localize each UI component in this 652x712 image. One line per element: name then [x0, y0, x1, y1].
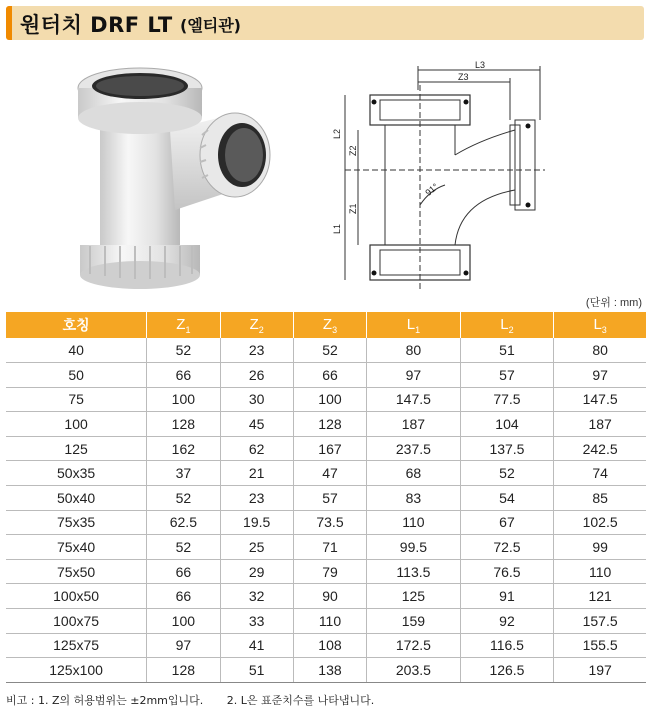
table-cell: 52 — [460, 461, 554, 486]
table-cell: 242.5 — [554, 436, 646, 461]
table-row — [6, 633, 646, 658]
table-cell: 52 — [147, 338, 220, 363]
table-cell: 128 — [147, 412, 220, 437]
table-cell: 126.5 — [460, 658, 554, 683]
label-Z1: Z1 — [348, 203, 358, 214]
table-cell: 85 — [554, 486, 646, 511]
table-cell: 121 — [554, 584, 646, 609]
table-cell: 102.5 — [554, 510, 646, 535]
table-row — [6, 363, 646, 388]
table-cell: 79 — [293, 559, 366, 584]
table-cell: 71 — [293, 535, 366, 560]
table-cell: 147.5 — [367, 387, 461, 412]
unit-label: (단위 : mm) — [585, 297, 642, 309]
table-cell: 52 — [147, 535, 220, 560]
table-cell: 37 — [147, 461, 220, 486]
column-header-text: L — [593, 315, 602, 333]
column-header — [147, 312, 220, 338]
column-header-subscript: 2 — [508, 324, 514, 335]
table-cell: 25 — [220, 535, 293, 560]
table-cell: 100 — [293, 387, 366, 412]
table-cell: 54 — [460, 486, 554, 511]
table-row — [6, 338, 646, 363]
table-cell: 116.5 — [460, 633, 554, 658]
table-cell: 125 — [6, 436, 147, 461]
table-cell: 29 — [220, 559, 293, 584]
table-cell: 41 — [220, 633, 293, 658]
table-cell: 75x40 — [6, 535, 147, 560]
column-header-subscript: 3 — [601, 324, 607, 335]
label-L2: L2 — [332, 128, 342, 139]
table-cell: 237.5 — [367, 436, 461, 461]
table-cell: 66 — [293, 363, 366, 388]
label-L3: L3 — [475, 60, 486, 70]
table-cell: 80 — [367, 338, 461, 363]
table-cell: 125 — [367, 584, 461, 609]
table-cell: 52 — [147, 486, 220, 511]
table-cell: 113.5 — [367, 559, 461, 584]
table-cell: 51 — [460, 338, 554, 363]
table-row — [6, 510, 646, 535]
table-cell: 110 — [367, 510, 461, 535]
table-cell: 66 — [147, 559, 220, 584]
table-cell: 45 — [220, 412, 293, 437]
table-cell: 97 — [554, 363, 646, 388]
table-cell: 50x35 — [6, 461, 147, 486]
table-cell: 83 — [367, 486, 461, 511]
footnote-1: 비고 : 1. Z의 허용범위는 ±2mm입니다. — [6, 694, 204, 707]
table-body — [6, 338, 646, 682]
table-cell: 100x50 — [6, 584, 147, 609]
table-row — [6, 412, 646, 437]
table-cell: 167 — [293, 436, 366, 461]
column-header — [367, 312, 461, 338]
table-cell: 33 — [220, 609, 293, 634]
table-cell: 159 — [367, 609, 461, 634]
column-header-text: Z — [249, 315, 259, 333]
dimension-diagram — [330, 60, 560, 305]
table-cell: 100 — [147, 387, 220, 412]
table-row — [6, 486, 646, 511]
table-cell: 172.5 — [367, 633, 461, 658]
column-header-subscript: 1 — [415, 324, 421, 335]
column-header-text: L — [406, 315, 416, 333]
table-cell: 128 — [147, 658, 220, 683]
table-cell: 108 — [293, 633, 366, 658]
table-cell: 110 — [293, 609, 366, 634]
column-header — [554, 312, 646, 338]
table-cell: 72.5 — [460, 535, 554, 560]
table-cell: 32 — [220, 584, 293, 609]
table-cell: 110 — [554, 559, 646, 584]
column-header-subscript: 2 — [258, 324, 264, 335]
column-header — [6, 312, 147, 338]
table-cell: 92 — [460, 609, 554, 634]
table-cell: 187 — [554, 412, 646, 437]
table-cell: 57 — [460, 363, 554, 388]
label-angle: 91° — [423, 181, 441, 198]
table-cell: 52 — [293, 338, 366, 363]
table-cell: 66 — [147, 584, 220, 609]
table-row — [6, 658, 646, 683]
table-cell: 187 — [367, 412, 461, 437]
table-cell: 128 — [293, 412, 366, 437]
label-Z3: Z3 — [458, 72, 469, 82]
table-cell: 97 — [367, 363, 461, 388]
table-row — [6, 559, 646, 584]
label-L1: L1 — [332, 223, 342, 234]
table-cell: 91 — [460, 584, 554, 609]
column-header-text: 호칭 — [62, 318, 90, 334]
column-header — [460, 312, 554, 338]
column-header-subscript: 1 — [185, 324, 191, 335]
column-header-subscript: 3 — [332, 324, 338, 335]
table-cell: 104 — [460, 412, 554, 437]
table-cell: 99 — [554, 535, 646, 560]
table-row — [6, 535, 646, 560]
table-cell: 23 — [220, 338, 293, 363]
table-cell: 125x75 — [6, 633, 147, 658]
table-cell: 62.5 — [147, 510, 220, 535]
table-row — [6, 461, 646, 486]
page-subtitle: (엘티관) — [180, 16, 241, 35]
table-cell: 75 — [6, 387, 147, 412]
table-cell: 90 — [293, 584, 366, 609]
table-cell: 68 — [367, 461, 461, 486]
column-header-text: L — [500, 315, 509, 333]
table-cell: 50 — [6, 363, 147, 388]
table-cell: 162 — [147, 436, 220, 461]
table-cell: 77.5 — [460, 387, 554, 412]
table-cell: 157.5 — [554, 609, 646, 634]
table-row — [6, 387, 646, 412]
footnote-2: 2. L은 표준치수를 나타냅니다. — [226, 694, 375, 707]
table-header-row — [6, 312, 646, 338]
column-header — [293, 312, 366, 338]
column-header — [220, 312, 293, 338]
table-cell: 75x50 — [6, 559, 147, 584]
table-cell: 50x40 — [6, 486, 147, 511]
table-cell: 97 — [147, 633, 220, 658]
table-cell: 66 — [147, 363, 220, 388]
table-cell: 155.5 — [554, 633, 646, 658]
page-title: 원터치 DRF LT — [20, 13, 173, 37]
table-cell: 76.5 — [460, 559, 554, 584]
table-cell: 147.5 — [554, 387, 646, 412]
table-cell: 30 — [220, 387, 293, 412]
table-cell: 138 — [293, 658, 366, 683]
table-cell: 62 — [220, 436, 293, 461]
title-accent — [6, 6, 12, 40]
product-photo — [60, 60, 290, 300]
label-Z2: Z2 — [348, 145, 358, 156]
column-header-text: Z — [322, 315, 333, 333]
table-cell: 100x75 — [6, 609, 147, 634]
table-cell: 125x100 — [6, 658, 147, 683]
table-cell: 26 — [220, 363, 293, 388]
title-bar — [6, 6, 644, 40]
table-row — [6, 436, 646, 461]
table-cell: 80 — [554, 338, 646, 363]
table-cell: 203.5 — [367, 658, 461, 683]
table-row — [6, 584, 646, 609]
table-cell: 99.5 — [367, 535, 461, 560]
table-cell: 75x35 — [6, 510, 147, 535]
table-cell: 137.5 — [460, 436, 554, 461]
table-cell: 47 — [293, 461, 366, 486]
table-cell: 40 — [6, 338, 147, 363]
table-cell: 100 — [147, 609, 220, 634]
column-header-text: Z — [176, 315, 186, 333]
table-cell: 73.5 — [293, 510, 366, 535]
table-cell: 57 — [293, 486, 366, 511]
table-row — [6, 609, 646, 634]
table-cell: 74 — [554, 461, 646, 486]
footnote — [6, 692, 394, 708]
table-cell: 21 — [220, 461, 293, 486]
table-cell: 51 — [220, 658, 293, 683]
table-cell: 197 — [554, 658, 646, 683]
spec-table — [6, 312, 646, 683]
table-cell: 67 — [460, 510, 554, 535]
table-cell: 100 — [6, 412, 147, 437]
table-cell: 19.5 — [220, 510, 293, 535]
table-cell: 23 — [220, 486, 293, 511]
